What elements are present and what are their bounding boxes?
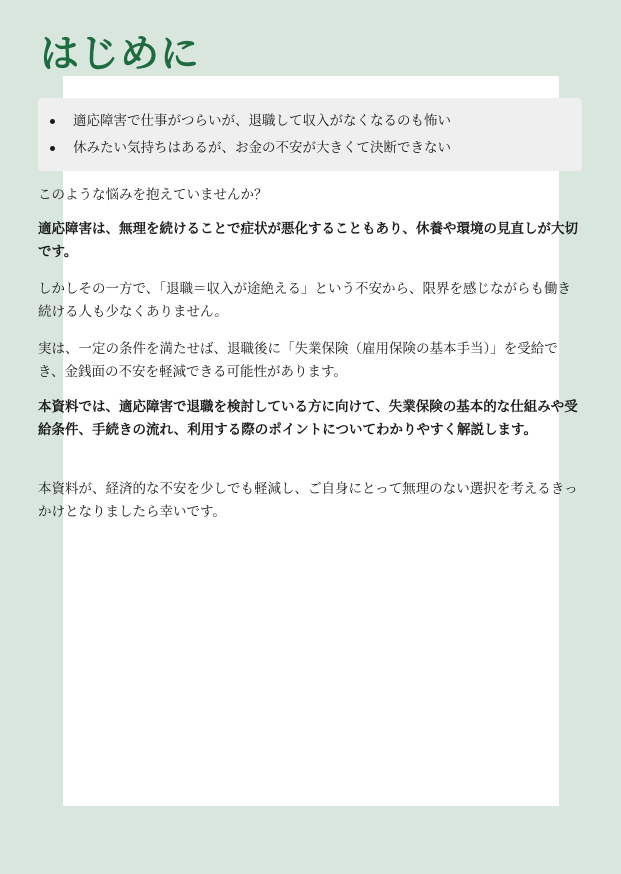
concern-text: 休みたい気持ちはあるが、お金の不安が大きくて決断できない <box>73 140 451 156</box>
page-title: はじめに <box>40 32 201 77</box>
intro-question: このような悩みを抱えていませんか？ <box>38 187 268 203</box>
concern-list <box>38 108 582 162</box>
concern-item <box>38 108 582 135</box>
bullet-icon <box>50 146 55 151</box>
bullet-icon <box>50 119 55 124</box>
paragraph-bold-rest-importance: 適応障害は、無理を続けることで症状が悪化することもあり、休養や環境の見直しが大切です。 <box>38 221 578 260</box>
paragraph-unemployment-insurance: 実は、一定の条件を満たせば、退職後に「失業保険（雇用保険の基本手当）」を受給でき、金銭面の不安を軽減できる可能性があります。 <box>38 341 558 380</box>
concern-item <box>38 135 582 162</box>
paragraph-closing: 本資料が、経済的な不安を少しでも軽減し、ご自身にとって無理のない選択を考えるきっかけとなりましたら幸いです。 <box>38 481 578 520</box>
concern-text: 適応障害で仕事がつらいが、退職して収入がなくなるのも怖い <box>73 113 451 129</box>
concern-list-box <box>38 98 582 171</box>
paragraph-bold-document-purpose: 本資料では、適応障害で退職を検討している方に向けて、失業保険の基本的な仕組みや受給条件、手続きの流れ、利用する際のポイントについてわかりやすく解説します。 <box>38 399 578 438</box>
paragraph-income-worry: しかしその一方で、「退職＝収入が途絶える」という不安から、限界を感じながらも働き続ける人も少なくありません。 <box>38 281 571 320</box>
